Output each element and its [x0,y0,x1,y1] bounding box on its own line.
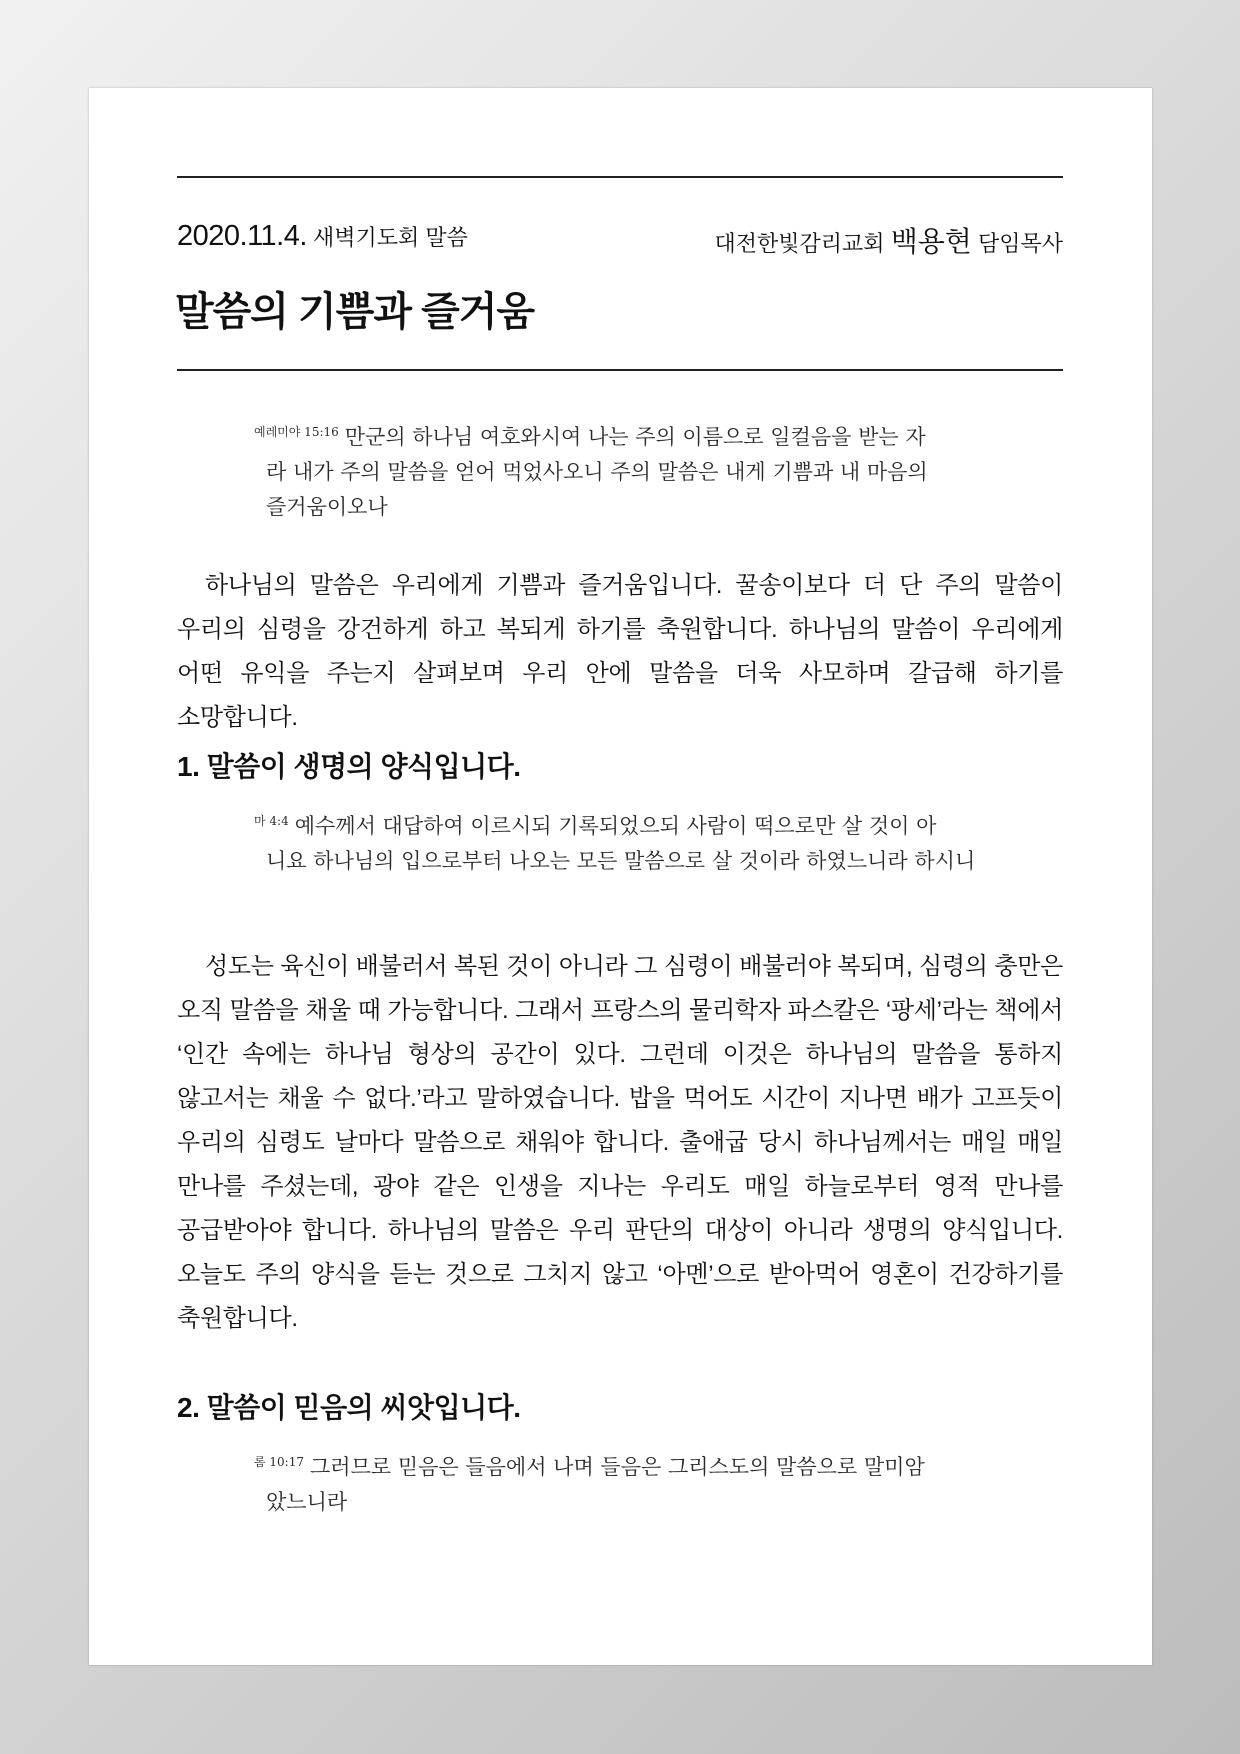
section-scripture [254,804,989,879]
sermon-date: 2020.11.4. [177,220,307,252]
section-scripture [254,1445,989,1520]
section-heading: 1. 말씀이 생명의 양식입니다. [177,751,521,782]
scripture-text-line1: 그러므로 믿음은 들음에서 나며 들음은 그리스도의 말씀으로 말미암 [310,1455,925,1479]
top-divider [177,176,1063,178]
intro-paragraph: 하나님의 말씀은 우리에게 기쁨과 즐거움입니다. 꿀송이보다 더 단 주의 말씀이 우리의 심령을 강건하게 하고 복되게 하기를 축원합니다. 하나님의 말씀이 우리에게 어떤 유익을 주는지 살펴보며 우리 안에 말씀을 더욱 사모하며 갈급해 하기를 소망합니다. [177,572,1063,731]
intro-scripture [254,415,989,525]
section-heading: 2. 말씀이 믿음의 씨앗입니다. [177,1392,521,1423]
scripture-text-line1: 만군의 하나님 여호와시여 나는 주의 이름으로 일컬음을 받는 자 [344,425,926,449]
scripture-text-rest: 았느니라 [266,1490,348,1514]
bottom-divider [177,369,1063,371]
church-pastor-line [715,220,1063,260]
scripture-reference: 예레미야 15:16 [254,425,339,439]
scripture-text-rest: 니요 하나님의 입으로부터 나오는 모든 말씀으로 살 것이라 하였느니라 하시니 [266,849,976,873]
church-name: 대전한빛감리교회 [714,231,885,256]
section-paragraph: 성도는 육신이 배불러서 복된 것이 아니라 그 심령이 배불러야 복되며, 심령의 충만은 오직 말씀을 채울 때 가능합니다. 그래서 프랑스의 물리학자 파스칼은 ‘팡세’라는 책에서 ‘인간 속에는 하나님 형상의 공간이 있다. 그런데 이것은 하나님의 말씀을 통하지 않고서는 채울 수 없다.’라고 말하였습니다. 밥을 먹어도 시간이 지나면 배가 고프듯이 우리의 심령도 날마다 말씀으로 채워야 합니다. 출애굽 당시 하나님께서는 매일 매일 만나를 주셨는데, 광야 같은 인생을 지나는 우리도 매일 하늘로부터 영적 만나를 공급받아야 합니다. 하나님의 말씀은 우리 판단의 대상이 아니라 생명의 양식입니다. 오늘도 주의 양식을 듣는 것으로 그치지 않고 ‘아멘’으로 받아먹어 영혼이 건강하기를 축원합니다. [177,953,1063,1332]
scripture-text-line1: 예수께서 대답하여 이르시되 기록되었으되 사람이 떡으로만 살 것이 아 [294,814,937,838]
pastor-name: 백용현 [890,226,972,257]
scripture-text-rest: 라 내가 주의 말씀을 얻어 먹었사오니 주의 말씀은 내게 기쁨과 내 마음의 즐거움이오나 [266,460,928,519]
service-name: 새벽기도회 말씀 [313,225,468,250]
scripture-reference: 마 4:4 [254,814,289,828]
scripture-reference: 롬 10:17 [254,1455,304,1469]
sermon-title: 말씀의 기쁨과 즐거움 [175,290,534,334]
sermon-date-line [177,220,468,253]
document-page [89,88,1152,1665]
pastor-title: 담임목사 [977,231,1063,256]
